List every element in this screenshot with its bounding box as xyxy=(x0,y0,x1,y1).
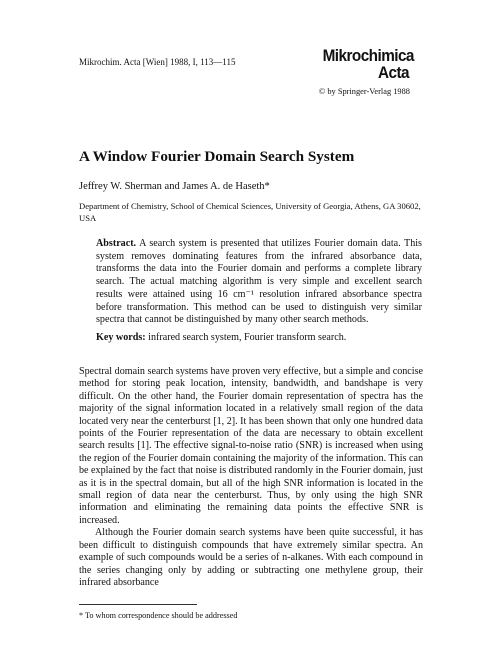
abstract-block xyxy=(96,238,422,345)
logo-line-1: Mikrochimica xyxy=(322,46,414,65)
abstract-label: Abstract. xyxy=(96,238,137,249)
body-text xyxy=(79,366,423,589)
article-title: A Window Fourier Domain Search System xyxy=(79,148,355,165)
keywords-label: Key words: xyxy=(96,331,146,343)
author-affiliation: Department of Chemistry, School of Chemical Sciences, University of Georgia, Athens, GA 30602, USA xyxy=(79,201,421,223)
body-paragraph-2: Although the Fourier domain search systems have been quite successful, it has been difficult to distinguish compounds that have extremely similar spectra. An example of such compounds would be a series of n-alkanes. With each compound in the series changing only by adding or subtracting one methylene group, their infrared absorbance xyxy=(79,527,423,588)
abstract-paragraph xyxy=(96,238,422,327)
keywords-text: infrared search system, Fourier transform search. xyxy=(148,331,347,343)
body-paragraph-1: Spectral domain search systems have proven very effective, but a simple and concise method for storing peak location, intensity, bandwidth, and bandshape is very difficult. On the other hand, the Fourier domain representation of spectra has the majority of the signal information located in a relatively small region of the data located very near the centerburst [1, 2]. It has been shown that only one hundred data points of the Fourier representation of the data are necessary to obtain excellent search results [1]. The effective signal-to-noise ratio (SNR) is increased when using the region of the Fourier domain containing the majority of the information. This can be explained by the fact that noise is distributed randomly in the Fourier domain, just as it is in the spectral domain, but all of the high SNR information is located in the small region of data near the centerburst. Thus, by only using the high SNR information and eliminating the remaining data points the effective SNR is increased. xyxy=(79,366,423,526)
journal-reference: Mikrochim. Acta [Wien] 1988, I, 113—115 xyxy=(79,57,236,67)
footnote: * To whom correspondence should be addressed xyxy=(79,611,238,620)
copyright-notice: © by Springer-Verlag 1988 xyxy=(318,87,410,96)
journal-logo xyxy=(322,46,414,82)
footnote-divider xyxy=(79,604,197,605)
author-list: Jeffrey W. Sherman and James A. de Haseth* xyxy=(79,181,270,192)
abstract-text: A search system is presented that utilizes Fourier domain data. This system removes dominating features from the infrared absorbance data, transforms the data into the Fourier domain and performs a complete library search. The actual matching algorithm is very simple and excellent search results were attained using 16 cm⁻¹ resolution infrared absorbance spectra before transformation. This method can be used to distinguish very similar spectra that cannot be distinguished by many other search methods. xyxy=(96,238,422,326)
logo-line-2: Acta xyxy=(377,63,409,82)
keywords-paragraph xyxy=(96,332,422,345)
